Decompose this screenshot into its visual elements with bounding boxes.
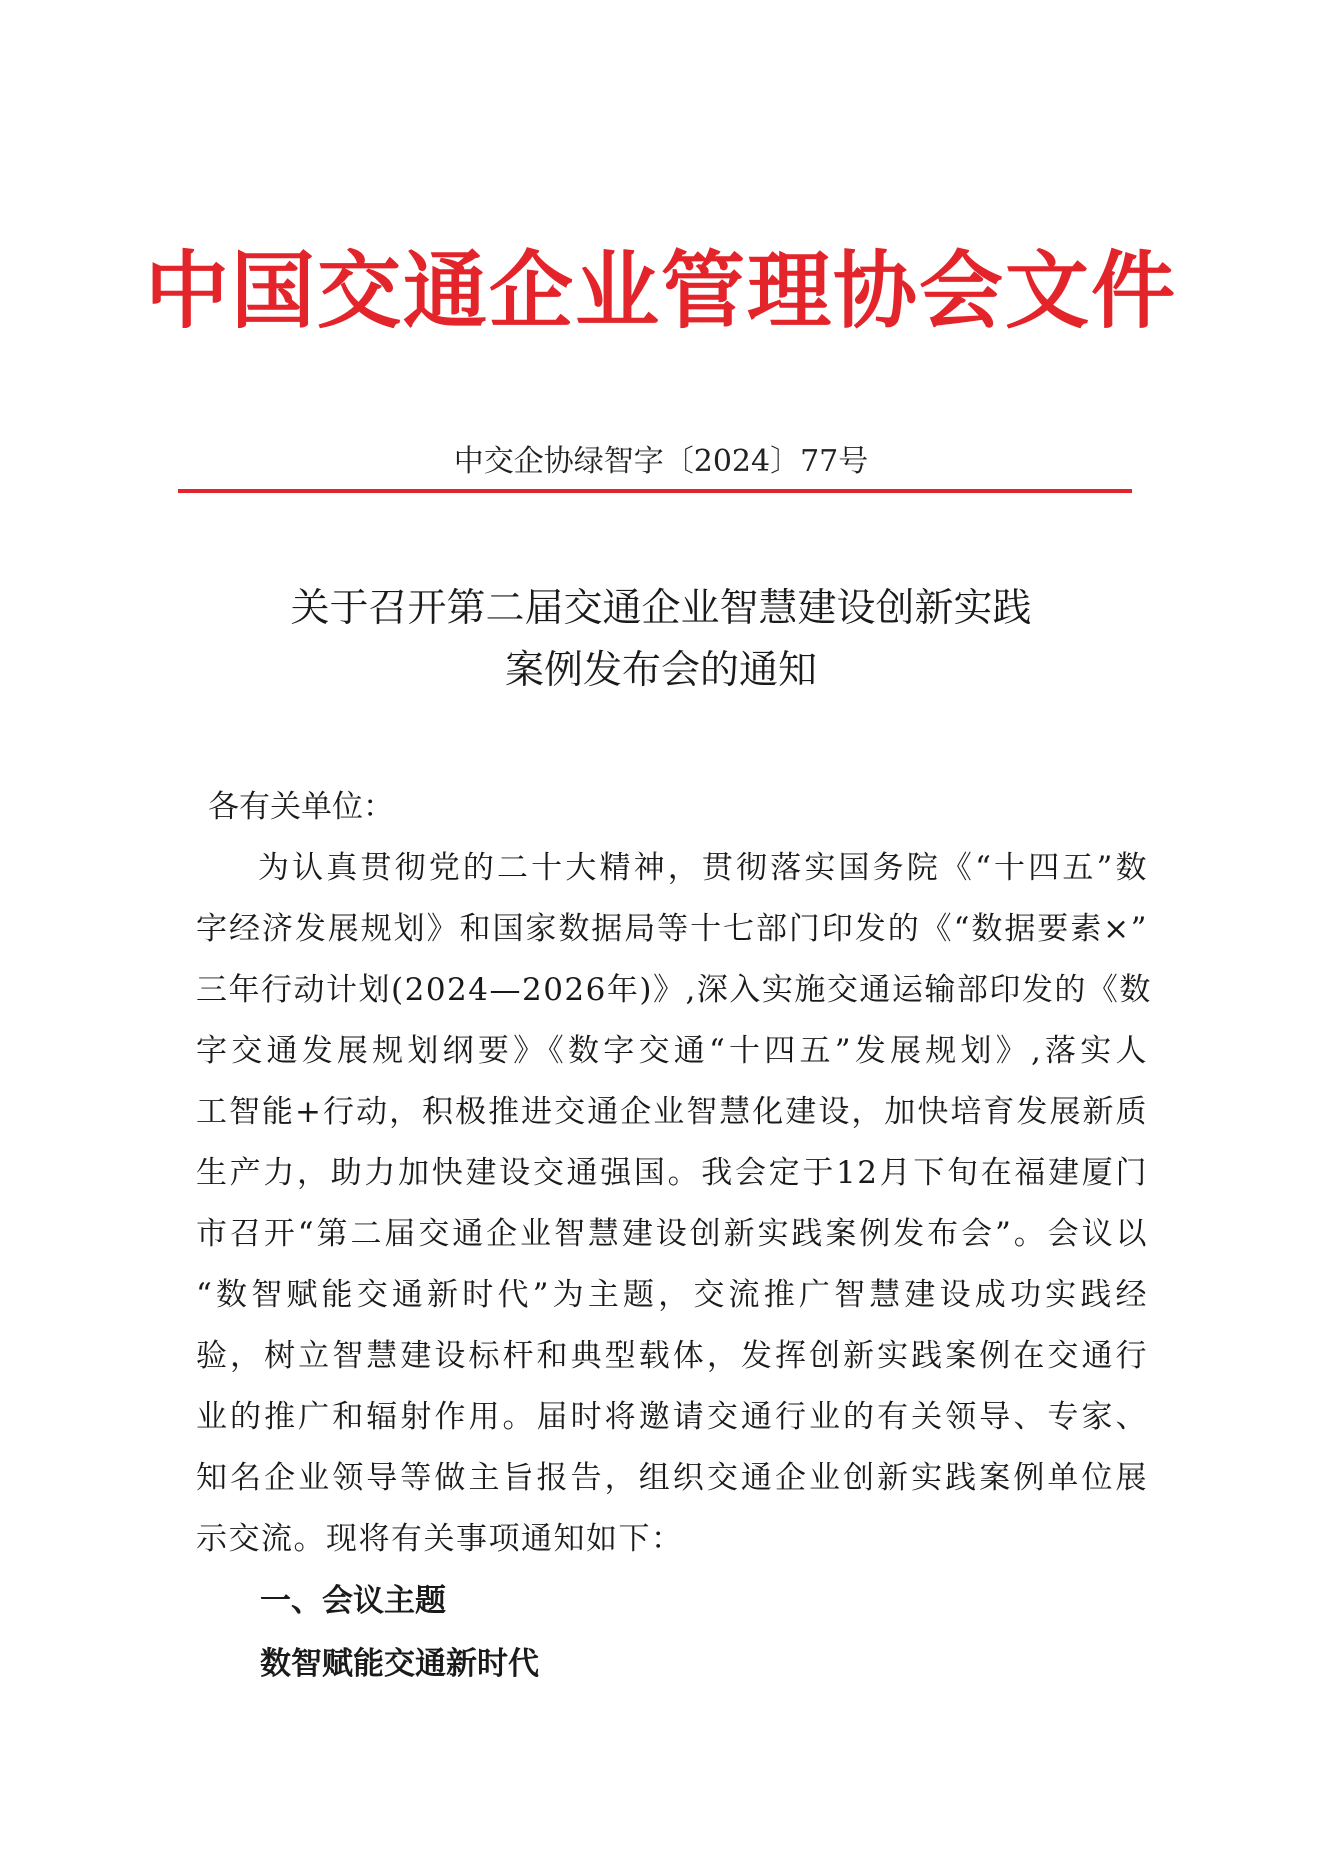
body-line: 字经济发展规划》和国家数据局等十七部门印发的《“数据要素×”: [196, 911, 1148, 947]
body-line: “数智赋能交通新时代”为主题，交流推广智慧建设成功实践经: [196, 1277, 1148, 1313]
body-paragraph: [196, 838, 1152, 1570]
salutation: 各有关单位：: [208, 789, 394, 825]
body-line: 业的推广和辐射作用。届时将邀请交通行业的有关领导、专家、: [196, 1399, 1148, 1435]
document-number: 中交企协绿智字〔2024〕77号: [453, 444, 869, 479]
body-line: 市召开“第二届交通企业智慧建设创新实践案例发布会”。会议以: [196, 1216, 1148, 1252]
body-line: 生产力，助力加快建设交通强国。我会定于12月下旬在福建厦门: [196, 1155, 1148, 1191]
body-line: 三年行动计划(2024—2026年)》,深入实施交通运输部印发的《数: [196, 972, 1152, 1008]
masthead-title: 中国交通企业管理协会文件: [144, 242, 1177, 340]
body-line: 验，树立智慧建设标杆和典型载体，发挥创新实践案例在交通行: [196, 1338, 1148, 1374]
red-divider-line: [178, 489, 1132, 493]
notice-title-line-2: 案例发布会的通知: [504, 648, 817, 693]
notice-title-line-1: 关于召开第二届交通企业智慧建设创新实践: [290, 586, 1032, 631]
body-line: 知名企业领导等做主旨报告，组织交通企业创新实践案例单位展: [196, 1460, 1148, 1496]
notice-title: [0, 578, 1322, 702]
section-heading: 一、会议主题: [260, 1583, 446, 1619]
body-line: 示交流。现将有关事项通知如下：: [196, 1521, 684, 1557]
meeting-theme: 数智赋能交通新时代: [260, 1646, 539, 1682]
body-line: 为认真贯彻党的二十大精神，贯彻落实国务院《“十四五”数: [258, 850, 1148, 886]
body-line: 工智能+行动，积极推进交通企业智慧化建设，加快培育发展新质: [196, 1094, 1148, 1130]
body-line: 字交通发展规划纲要》《数字交通“十四五”发展规划》,落实人: [196, 1033, 1148, 1069]
